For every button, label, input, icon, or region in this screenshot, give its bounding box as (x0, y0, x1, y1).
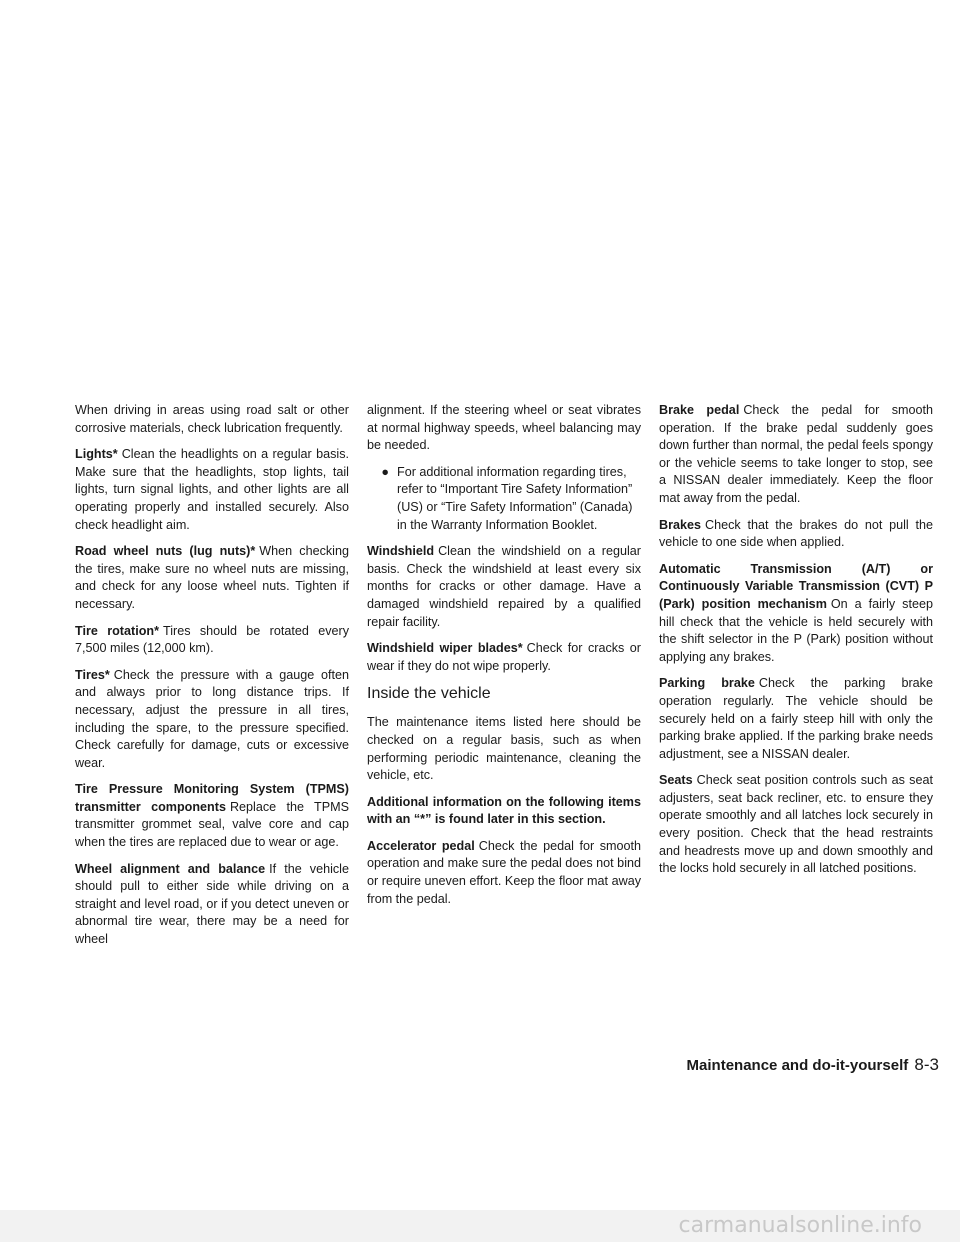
item-text: If the vehicle should pull to either side while driving on a straight and level road, or if you detect uneven or abnormal tire wear, there may be a need for wheel (75, 861, 349, 947)
item-road-wheel-nuts (75, 543, 349, 613)
item-label: Road wheel nuts (lug nuts)* (75, 544, 256, 559)
item-tire-rotation (75, 623, 349, 658)
item-text: Clean the headlights on a regular basis. Make sure that the headlights, stop lights, tail lights, turn signal lights, and other lights are all operating properly and installed securely. Also check headlight aim. (75, 447, 349, 532)
section-heading: Inside the vehicle (367, 685, 491, 703)
item-label: Brake pedal (659, 403, 740, 417)
bullet-text: For additional information regarding tires, refer to “Important Tire Safety Information” (US) or “Tire Safety Information” (Canada) in the Warranty Information Booklet. (397, 464, 633, 532)
section-intro: The maintenance items listed here should be checked on a regular basis, such as when performing periodic maintenance, cleaning the vehicle, etc. (367, 715, 641, 783)
item-label: Windshield wiper blades* (367, 641, 523, 656)
item-wheel-alignment (75, 861, 349, 949)
item-text: On a fairly steep hill check that the vehicle is held securely with the shift selector in the P (Park) position without applying any brakes. (659, 596, 933, 664)
item-text: Check the pedal for smooth operation and make sure the pedal does not bind or require uneven effort. Keep the floor mat away from the pedal. (367, 838, 641, 906)
item-tpms (75, 781, 349, 851)
item-text: Tires should be rotated every 7,500 miles (12,000 km). (75, 623, 349, 656)
item-label: Seats (659, 773, 693, 788)
item-text: Check seat position controls such as seat adjusters, seat back recliner, etc. to ensure they operate smoothly and all latches lock securely in every position. Check that the head restraints and headrests move up and down smoothly and the locks hold securely in all latched positions. (659, 773, 933, 876)
item-label: Tires* (75, 667, 110, 682)
item-text: Replace the TPMS transmitter grommet seal, valve core and cap when the tires are replaced due to wear or age. (75, 799, 350, 850)
item-windshield (367, 543, 641, 631)
item-transmission-park (659, 561, 933, 667)
item-label: Automatic Transmission (A/T) or Continuously Variable Transmission (CVT) P (Park) position mechanism (659, 561, 933, 611)
page-number: 8-3 (914, 1055, 939, 1074)
item-label: Accelerator pedal (367, 838, 475, 853)
item-text: Check that the brakes do not pull the vehicle to one side when applied. (659, 517, 933, 550)
continuation-paragraph: alignment. If the steering wheel or seat vibrates at normal highway speeds, wheel balancing may be needed. (367, 403, 641, 453)
item-text: Check the parking brake operation regularly. The vehicle should be securely held on a fairly steep hill with only the parking brake applied. If the parking brake needs adjustment, see a NISSAN dealer. (659, 676, 933, 761)
footer-section-title: Maintenance and do-it-yourself (686, 1057, 909, 1074)
column-1 (75, 402, 349, 958)
intro-paragraph: When driving in areas using road salt or other corrosive materials, check lubrication frequently. (75, 403, 349, 435)
item-brakes (659, 517, 933, 552)
item-seats (659, 772, 933, 878)
item-lights (75, 446, 349, 534)
watermark: carmanualsonline.info (0, 1210, 960, 1242)
item-label: Wheel alignment and balance (75, 861, 266, 876)
item-text: Clean the windshield on a regular basis. Check the windshield at least every six months for cracks or other damage. Have a damaged windshield repaired by a qualified repair facility. (367, 544, 641, 629)
column-3 (659, 402, 933, 887)
item-brake-pedal (659, 402, 933, 508)
bullet-icon: ● (381, 464, 389, 479)
item-text: Check for cracks or wear if they do not wipe properly. (367, 641, 641, 673)
item-label: Tire rotation* (75, 623, 159, 638)
item-label: Brakes (659, 517, 702, 532)
item-text: Check the pressure with a gauge often and always prior to long distance trips. If necessary, adjust the pressure in all tires, including the spare, to the pressure specified. Check carefully for damage, cuts or excessive wear. (75, 667, 349, 770)
item-label: Parking brake (659, 676, 755, 691)
item-tires (75, 667, 349, 773)
bullet-item (367, 464, 641, 534)
item-text: When checking the tires, make sure no wheel nuts are missing, and check for any loose wheel nuts. Tighten if necessary. (75, 544, 349, 611)
item-accelerator-pedal (367, 838, 641, 908)
column-2 (367, 402, 641, 917)
item-label: Lights* (75, 447, 118, 462)
additional-info-note: Additional information on the following items with an “*” is found later in this section. (367, 794, 641, 827)
item-parking-brake (659, 675, 933, 763)
item-label: Tire Pressure Monitoring System (TPMS) transmitter components (75, 782, 349, 814)
page-footer (659, 1055, 939, 1075)
item-label: Windshield (367, 544, 435, 559)
item-wiper-blades (367, 640, 641, 675)
item-text: Check the pedal for smooth operation. If the brake pedal suddenly goes down further than normal, the pedal feels spongy or the vehicle seems to take longer to stop, see a NISSAN dealer immediately. Keep the floor mat away from the pedal. (659, 403, 933, 505)
